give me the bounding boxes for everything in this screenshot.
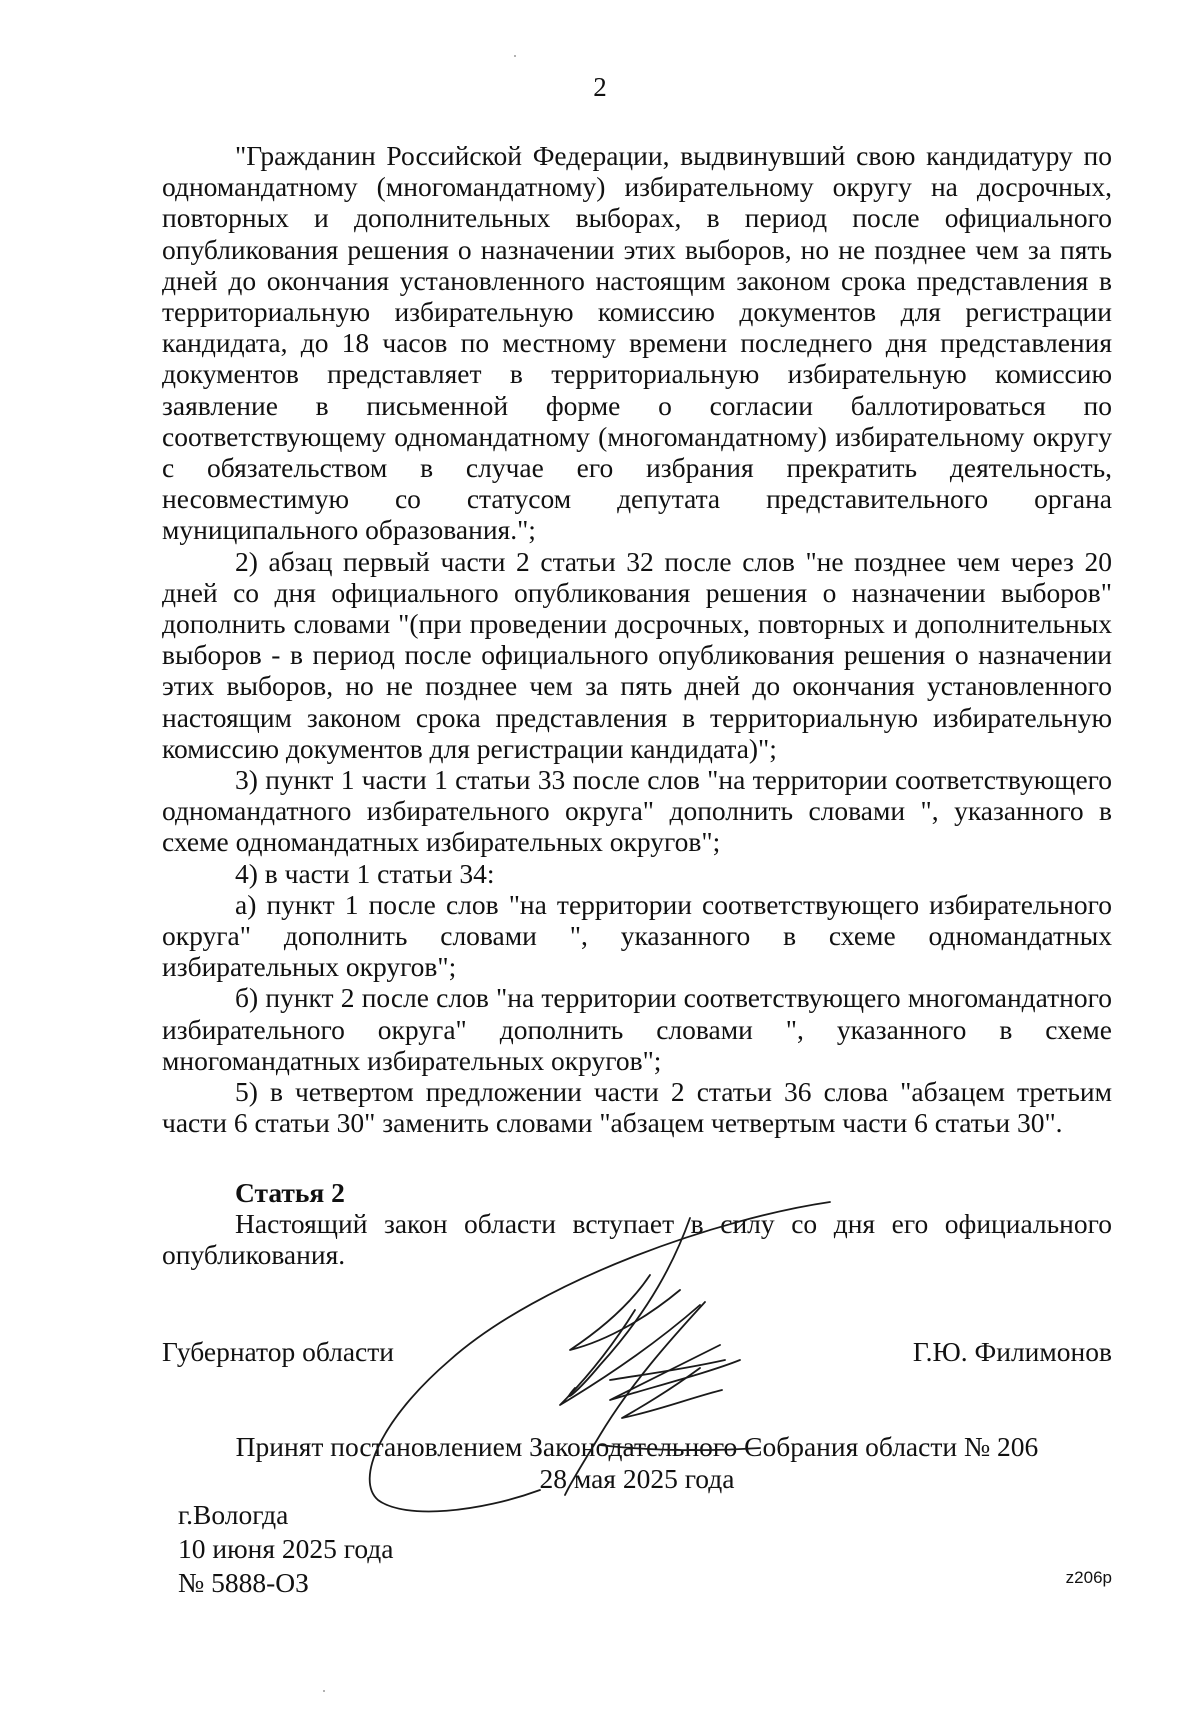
amendment-paragraph: б) пункт 2 после слов "на территории соответствующего многомандатного избирательного округа" дополнить словами ", указанного в схеме многомандатных избирательных округов"; — [162, 982, 1112, 1076]
amendment-paragraph: 2) абзац первый части 2 статьи 32 после слов "не позднее чем через 20 дней со дня официального опубликования решения о назначении выборов" дополнить словами "(при проведении досрочных, повторных и дополнительных выборов - в период после официального опубликования решения о назначении этих выборов, но не позднее чем за пять дней до окончания установленного настоящим законом срока представления в территориальную избирательную комиссию документов для регистрации кандидата)"; — [162, 545, 1112, 764]
amendment-paragraph: "Гражданин Российской Федерации, выдвинувший свою кандидатуру по одномандатному (многомандатному) избирательному округу на досрочных, повторных и дополнительных выборах, в период после официального опубликования решения о назначении этих выборов, но не позднее чем за пять дней до окончания установленного настоящим законом срока представления в территориальную избирательную комиссию документов для регистрации кандидата, до 18 часов по местному времени последнего дня представления документов представляет в территориальную избирательную комиссию заявление в письменной форме о согласии баллотироваться по соответствующему одномандатному (многомандатному) избирательному округу с обязательством в случае его избрания прекратить деятельность, несовместимую со статусом депутата представительного органа муниципального образования."; — [162, 140, 1112, 546]
adoption-resolution: Принят постановлением Законодательного Собрания области № 206 — [235, 1431, 1039, 1462]
amendment-paragraph: 4) в части 1 статьи 34: — [235, 857, 495, 889]
scan-speck — [323, 1690, 325, 1692]
law-date: 10 июня 2025 года — [178, 1533, 394, 1564]
signatory-name: Г.Ю. Филимонов — [912, 1336, 1112, 1367]
signatory-title: Губернатор области — [162, 1336, 394, 1367]
city: г.Вологда — [178, 1499, 289, 1530]
page-number: 2 — [593, 72, 607, 102]
article-text: Настоящий закон области вступает в силу со дня его официального опубликования. — [162, 1208, 1112, 1271]
law-number: № 5888-ОЗ — [178, 1567, 309, 1598]
law-amendments — [162, 140, 1112, 1139]
amendment-paragraph: а) пункт 1 после слов "на территории соответствующего избирательного округа" дополнить словами ", указанного в схеме одномандатных избирательных округов"; — [162, 888, 1112, 983]
article-2 — [162, 1177, 1112, 1271]
scan-speck — [514, 55, 516, 57]
amendment-paragraph: 3) пункт 1 части 1 статьи 33 после слов "на территории соответствующего одномандатного избирательного округа" дополнить словами ", указанного в схеме одномандатных избирательных округов"; — [162, 764, 1112, 858]
document-code: z206р — [1065, 1568, 1112, 1587]
adoption-date: 28 мая 2025 года — [539, 1463, 735, 1494]
amendment-paragraph: 5) в четвертом предложении части 2 статьи 36 слова "абзацем третьим части 6 статьи 30" заменить словами "абзацем четвертым части 6 статьи 30". — [162, 1076, 1112, 1139]
place-and-number — [178, 1498, 394, 1600]
adoption-note — [162, 1431, 1112, 1495]
article-heading: Статья 2 — [235, 1177, 345, 1208]
